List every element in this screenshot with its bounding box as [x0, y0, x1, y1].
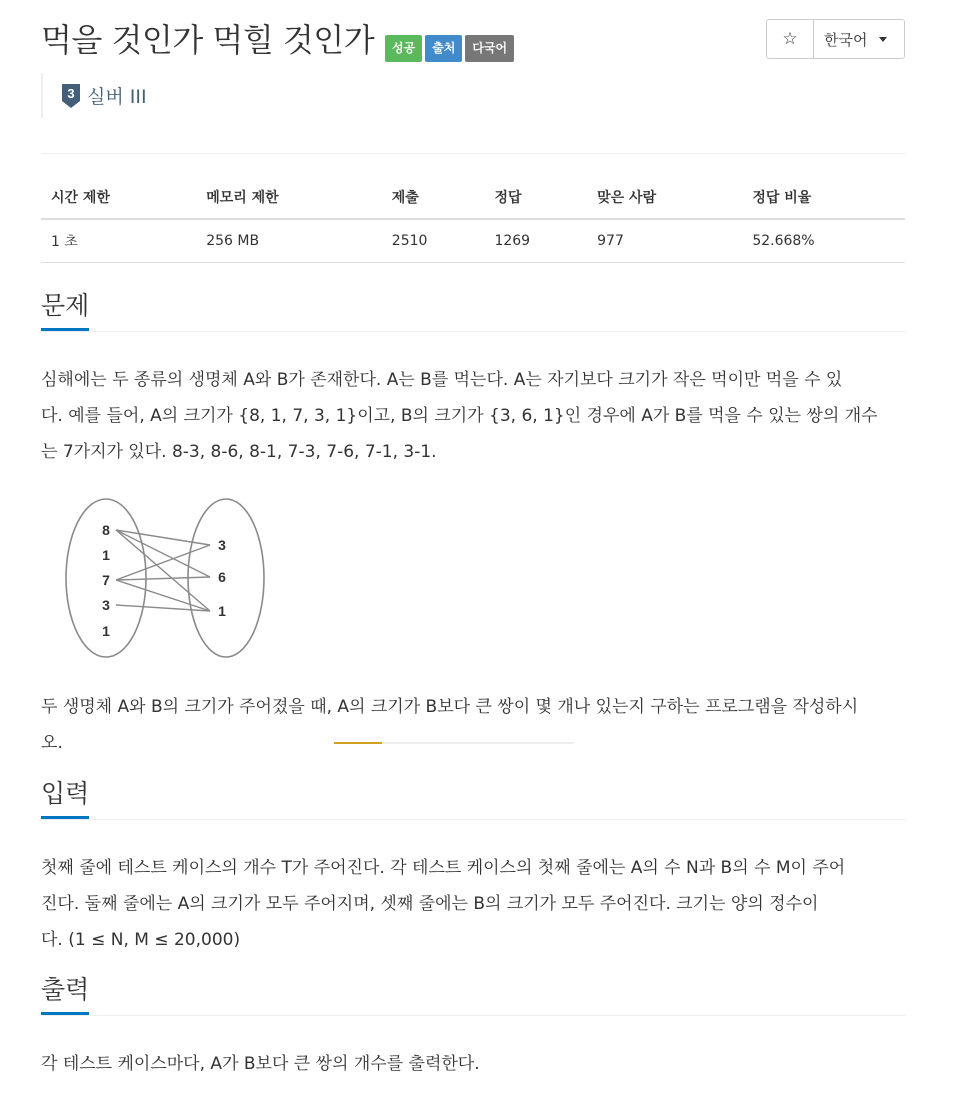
submissions-header: 제출 [382, 176, 485, 219]
input-heading: 입력 [41, 776, 89, 819]
description-text [41, 689, 911, 761]
output-text [41, 1046, 911, 1082]
problem-info-table [41, 176, 905, 263]
accepted-value[interactable]: 1269 [484, 219, 587, 262]
input-section-header [41, 776, 905, 820]
table-row [41, 219, 905, 262]
language-dropdown[interactable] [814, 20, 904, 58]
problem-title: 먹을 것인가 먹힐 것인가 [41, 21, 375, 59]
edge-7-3 [116, 545, 210, 580]
accepted-header: 정답 [484, 176, 587, 219]
output-heading: 출력 [41, 972, 89, 1015]
sets-diagram [60, 494, 270, 664]
description-section-header [41, 288, 905, 332]
input-text [41, 850, 911, 958]
set-a-value: 3 [102, 597, 110, 613]
edge-7-6 [116, 577, 210, 580]
set-b-value: 3 [218, 537, 226, 553]
star-icon: ☆ [782, 29, 798, 49]
output-section-header [41, 972, 905, 1016]
description-line: 심해에는 두 종류의 생명체 A와 B가 존재한다. A는 B를 먹는다. A는 자기보다 크기가 작은 먹이만 먹을 수 있 [41, 370, 843, 390]
description-line: 는 7가지가 있다. 8-3, 8-6, 8-1, 7-3, 7-6, 7-1, 3-1. [41, 442, 437, 462]
description-heading: 문제 [41, 288, 89, 331]
tier-badge-icon [61, 83, 81, 109]
table-header-row [41, 176, 905, 219]
svg-text:3: 3 [67, 85, 75, 101]
divider [41, 153, 905, 154]
input-line: 첫째 줄에 테스트 케이스의 개수 T가 주어진다. 각 테스트 케이스의 첫째 줄에는 A의 수 N과 B의 수 M이 주어 [41, 858, 846, 878]
input-line: 다. (1 ≤ N, M ≤ 20,000) [41, 930, 241, 950]
description-line: 다. 예를 들어, A의 크기가 {8, 1, 7, 3, 1}이고, B의 크기가 {3, 6, 1}인 경우에 A가 B를 먹을 수 있는 쌍의 개수 [41, 406, 878, 426]
solved-users-header: 맞은 사람 [587, 176, 742, 219]
submissions-value[interactable]: 2510 [382, 219, 485, 262]
memory-limit-value: 256 MB [196, 219, 382, 262]
time-limit-value: 1 초 [41, 219, 196, 262]
problem-toolbar [766, 19, 905, 59]
source-badge[interactable]: 출처 [425, 35, 462, 62]
set-a-value: 7 [102, 572, 110, 588]
description-text [41, 362, 911, 470]
favorite-button[interactable] [767, 20, 814, 58]
memory-limit-header: 메모리 제한 [196, 176, 382, 219]
set-a-value: 1 [102, 623, 110, 639]
multilang-badge[interactable]: 다국어 [465, 35, 514, 62]
tier-label: 실버 III [87, 86, 147, 108]
output-line: 각 테스트 케이스마다, A가 B보다 큰 쌍의 개수를 출력한다. [41, 1054, 480, 1074]
solved-users-value[interactable]: 977 [587, 219, 742, 262]
set-a-value: 1 [102, 547, 110, 563]
input-line: 진다. 둘째 줄에는 A의 크기가 모두 주어지며, 셋째 줄에는 B의 크기가 모두 주어진다. 크기는 양의 정수이 [41, 894, 819, 914]
tier-indicator[interactable] [41, 73, 147, 118]
success-badge[interactable]: 성공 [385, 35, 422, 62]
description-line: 두 생명체 A와 B의 크기가 주어졌을 때, A의 크기가 B보다 큰 쌍이 몇 개나 있는지 구하는 프로그램을 작성하시 [41, 697, 859, 717]
scrollbar-thumb[interactable] [334, 742, 382, 744]
accept-ratio-value: 52.668% [742, 219, 905, 262]
description-line: 오. [41, 733, 63, 753]
caret-down-icon [879, 37, 887, 42]
set-a-value: 8 [102, 522, 110, 538]
time-limit-header: 시간 제한 [41, 176, 196, 219]
problem-badges [385, 35, 514, 62]
horizontal-scrollbar[interactable] [334, 742, 574, 744]
accept-ratio-header: 정답 비율 [742, 176, 905, 219]
set-b-value: 1 [218, 603, 226, 619]
set-b-value: 6 [218, 569, 226, 585]
language-label: 한국어 [824, 30, 868, 49]
